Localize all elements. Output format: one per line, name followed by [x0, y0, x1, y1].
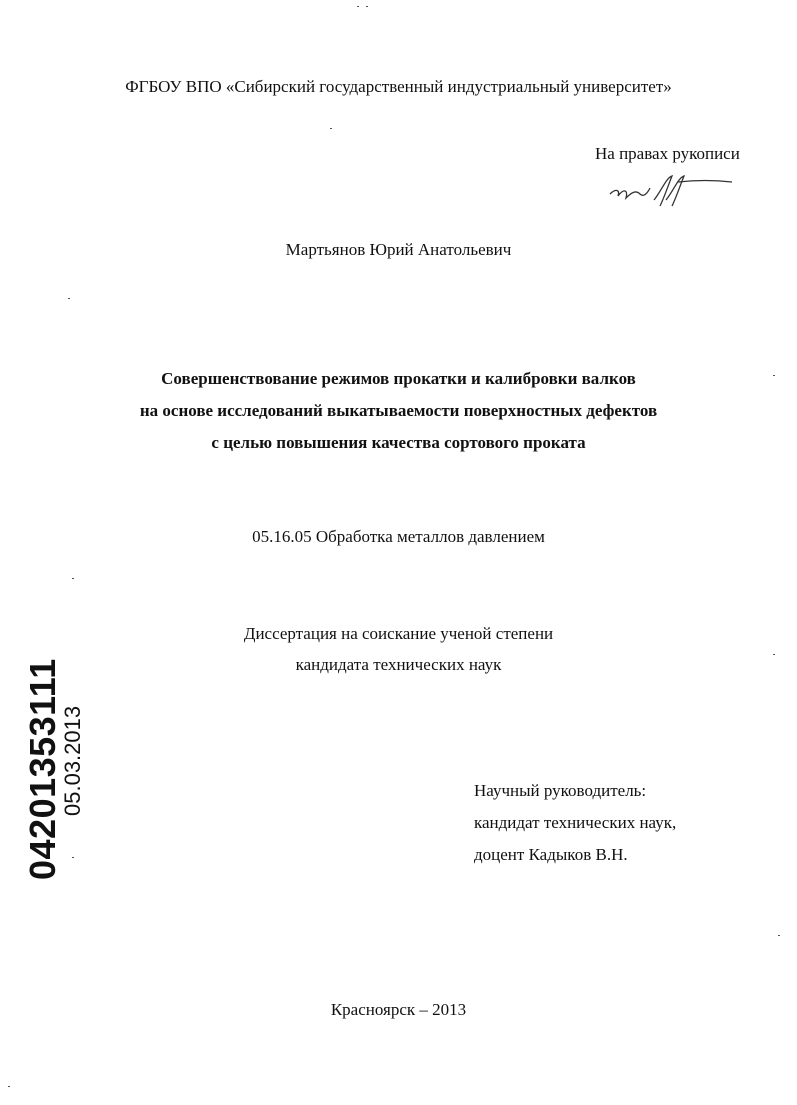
degree-line-1: Диссертация на соискание ученой степени — [243, 624, 554, 643]
author-name: Мартьянов Юрий Анатольевич — [285, 240, 512, 259]
place-year: Красноярск – 2013 — [330, 1000, 467, 1019]
title-line-1: Совершенствование режимов прокатки и калибровки валков — [161, 369, 636, 388]
stamp-number: 04201353111 — [22, 658, 63, 880]
institution-line: ФГБОУ ВПО «Сибирский государственный индустриальный университет» — [125, 77, 672, 96]
scan-speck — [72, 578, 74, 579]
scan-speck — [72, 857, 74, 858]
manuscript-note: На правах рукописи — [595, 144, 740, 163]
scan-speck — [778, 935, 780, 936]
scan-speck — [366, 6, 368, 7]
scan-speck — [773, 375, 775, 376]
scan-speck — [773, 654, 775, 655]
scan-speck — [68, 298, 70, 299]
supervisor-degree: кандидат технических наук, — [474, 813, 677, 832]
degree-line-2: кандидата технических наук — [295, 655, 502, 674]
scan-speck — [357, 6, 359, 7]
scan-speck — [330, 128, 332, 129]
title-line-2: на основе исследований выкатываемости поверхностных дефектов — [139, 401, 658, 420]
stamp-date: 05.03.2013 — [60, 705, 85, 816]
title-line-3: с целью повышения качества сортового проката — [211, 433, 586, 452]
library-stamp — [22, 640, 85, 880]
handwritten-signature — [606, 170, 736, 210]
supervisor-name: доцент Кадыков В.Н. — [474, 845, 628, 864]
scan-speck — [8, 1086, 10, 1087]
specialty-line: 05.16.05 Обработка металлов давлением — [252, 527, 545, 546]
supervisor-label: Научный руководитель: — [474, 781, 647, 800]
